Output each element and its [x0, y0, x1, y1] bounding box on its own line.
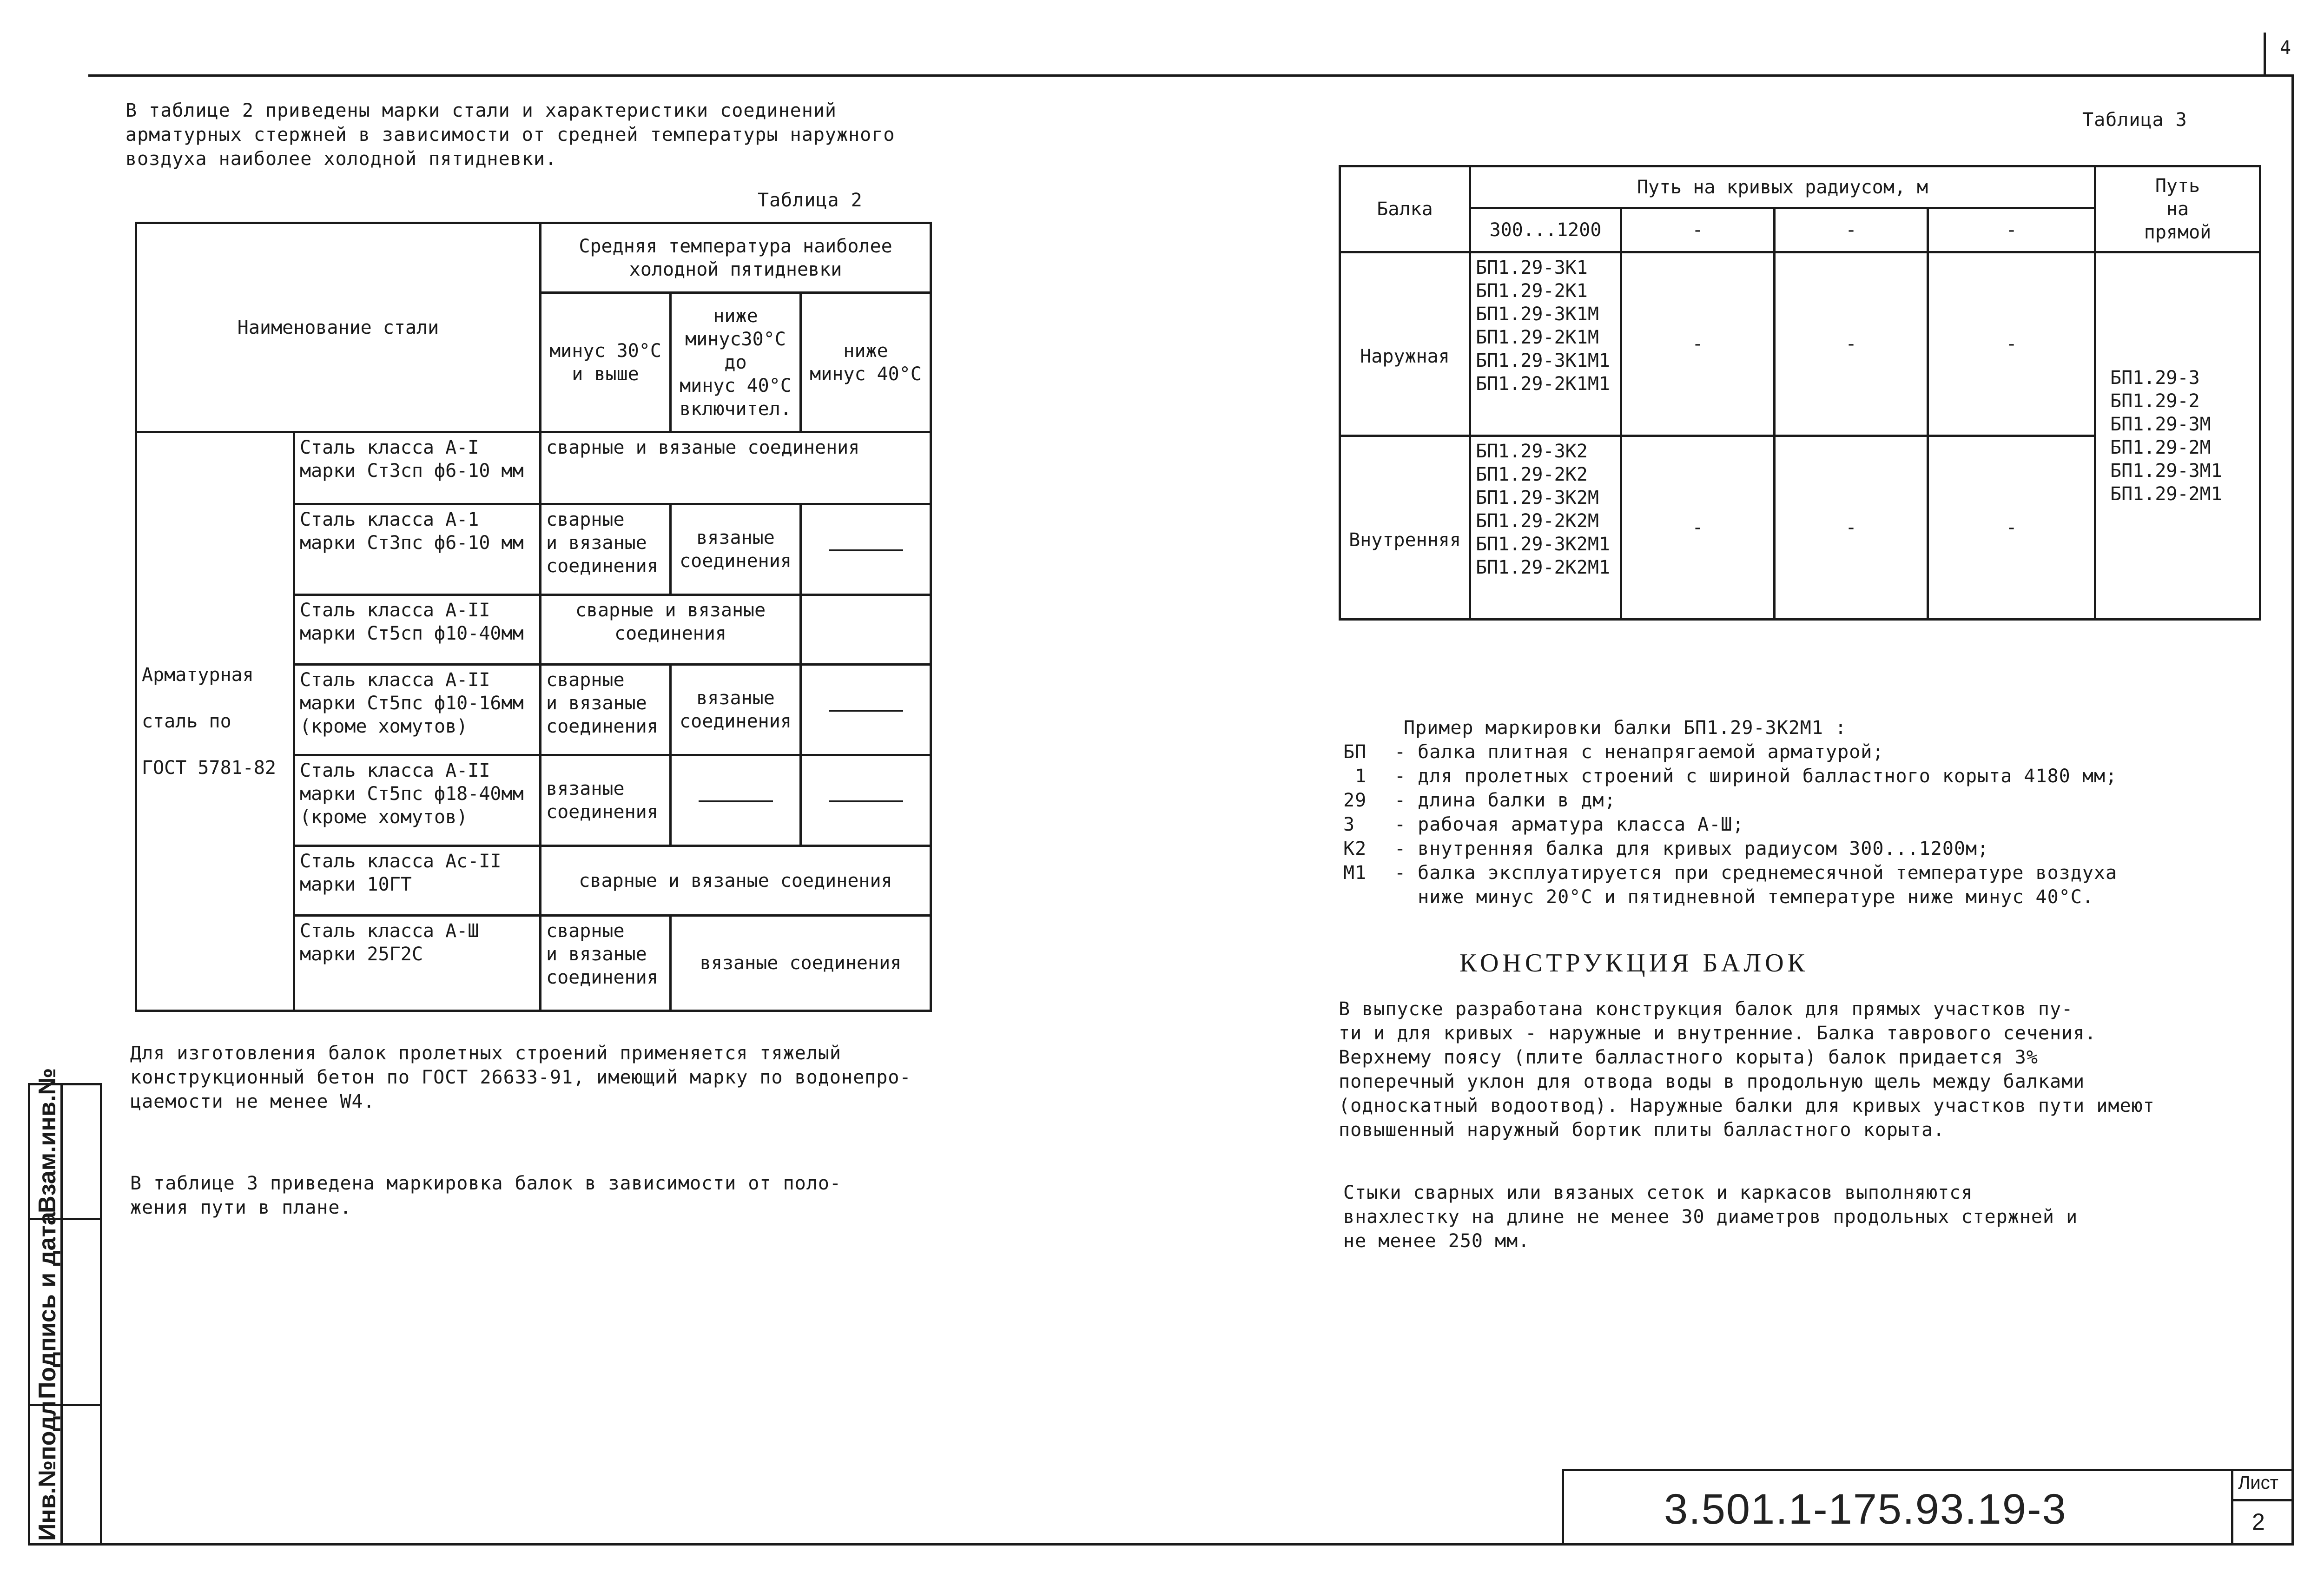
sheet-number: 2	[2252, 1509, 2265, 1535]
table3-radius-3: -	[1775, 208, 1928, 252]
table2-row5-c3	[801, 755, 931, 846]
table3-radius-1: 300...1200	[1470, 208, 1621, 252]
table3-outer-r2: -	[1621, 252, 1775, 436]
table2-row3-name: Сталь класса А-II марки Ст5сп ф10-40мм	[294, 595, 541, 665]
legend-row	[1343, 764, 2117, 788]
legend-text: - для пролетных строений с шириной балластного корыта 4180 мм;	[1394, 766, 2118, 787]
table2-caption: Таблица 2	[758, 190, 863, 211]
table2-row4-name: Сталь класса А-II марки Ст5пс ф10-16мм (кроме хомутов)	[294, 665, 541, 755]
table3-straight-marks: БП1.29-3 БП1.29-2 БП1.29-3М БП1.29-2М БП1.29-3М1 БП1.29-2М1	[2095, 252, 2260, 620]
marking-example-title: Пример маркировки балки БП1.29-3К2М1 :	[1404, 717, 1847, 739]
stamp-sheet-label-line	[2231, 1499, 2294, 1501]
table3-header-curve: Путь на кривых радиусом, м	[1470, 166, 2095, 208]
legend-text: - балка эксплуатируется при среднемесячной температуре воздуха ниже минус 20°С и пятидневной температуре ниже минус 40°С.	[1394, 862, 2118, 908]
table3-header-straight: Путь на прямой	[2095, 166, 2260, 252]
legend-code: М1	[1343, 862, 1367, 884]
dash-mark	[699, 800, 773, 802]
sheet-label: Лист	[2238, 1473, 2278, 1493]
table2-row4-c1: сварные и вязаные соединения	[541, 665, 671, 755]
table3-inner-marks: БП1.29-3К2 БП1.29-2К2 БП1.29-3К2М БП1.29-2К2М БП1.29-3К2М1 БП1.29-2К2М1	[1470, 436, 1621, 620]
table2-row2-name: Сталь класса А-1 марки Ст3пс ф6-10 мм	[294, 504, 541, 595]
table2-row1-value: сварные и вязаные соединения	[541, 432, 931, 504]
table2-row4-c3	[801, 665, 931, 755]
frame-top-line	[88, 74, 2294, 77]
dash-mark	[829, 710, 903, 712]
concrete-paragraph: Для изготовления балок пролетных строений применяется тяжелый конструкционный бетон по ГОСТ 26633-91, имеющий марку по водонепро- цаемости не менее W4.	[130, 1043, 911, 1112]
table3-inner-label: Внутренняя	[1340, 436, 1470, 620]
table3-outer-marks: БП1.29-3К1 БП1.29-2К1 БП1.29-3К1М БП1.29-2К1М БП1.29-3К1М1 БП1.29-2К1М1	[1470, 252, 1621, 436]
design-paragraph: В выпуске разработана конструкция балок для прямых участков пу- ти и для кривых - наружные и внутренние. Балка таврового сечения. Верхнему поясу (плите балластного корыта) балок придается 3% поперечный уклон для отвода воды в продольную щель между балками (односкатный водоотвод). Наружные балки для кривых участков пути имеют повышенный наружный бортик плиты балластного корыта.	[1339, 998, 2155, 1141]
legend-text: - длина балки в дм;	[1394, 790, 1616, 811]
table3-radius-4: -	[1928, 208, 2095, 252]
table2-col2-header: ниже минус30°С до минус 40°С включител.	[671, 293, 801, 432]
legend-code: К2	[1343, 838, 1367, 859]
sidebar-inv-label: Инв.№подл	[34, 1400, 61, 1541]
table2-row4-c2: вязаные соединения	[671, 665, 801, 755]
legend-text: - балка плитная с ненапрягаемой арматурой;	[1394, 741, 1884, 763]
table3-inner-r4: -	[1928, 436, 2095, 620]
table2-row2-c3	[801, 504, 931, 595]
frame-right-line	[2291, 74, 2294, 1546]
table2-row7-c1: сварные и вязаные соединения	[541, 916, 671, 1011]
table2-row5-c2	[671, 755, 801, 846]
table2-row5-c1: вязаные соединения	[541, 755, 671, 846]
table3-inner-r3: -	[1775, 436, 1928, 620]
table2-row3-empty	[801, 595, 931, 665]
table3-reference-paragraph: В таблице 3 приведена маркировка балок в зависимости от поло- жения пути в плане.	[130, 1173, 842, 1218]
table2-col3-header: ниже минус 40°С	[801, 293, 931, 432]
dash-mark	[829, 800, 903, 802]
table2-row7-c2: вязаные соединения	[671, 916, 931, 1011]
table3-caption: Таблица 3	[2082, 109, 2187, 131]
table2-row6-name: Сталь класса Ас-II марки 10ГТ	[294, 846, 541, 916]
legend-row	[1343, 861, 2117, 909]
table2-row5-name: Сталь класса А-II марки Ст5пс ф18-40мм (кроме хомутов)	[294, 755, 541, 846]
sidebar-left-line	[28, 1083, 30, 1546]
marking-legend	[1343, 740, 2117, 909]
dash-mark	[829, 549, 903, 551]
table2-row6-value: сварные и вязаные соединения	[541, 846, 931, 916]
legend-text: - внутренняя балка для кривых радиусом 300...1200м;	[1394, 838, 1989, 859]
legend-row	[1343, 788, 2117, 813]
intro-paragraph: В таблице 2 приведены марки стали и характеристики соединений арматурных стержней в зависимости от средней температуры наружного воздуха наиболее холодной пятидневки.	[125, 100, 895, 170]
stamp-sheet-divider	[2231, 1469, 2233, 1546]
table3	[1339, 165, 2261, 621]
table2-row1-name: Сталь класса А-I марки Ст3сп ф6-10 мм	[294, 432, 541, 504]
legend-code: 1	[1343, 766, 1367, 787]
sidebar-signature-label: Подпись и дата	[34, 1212, 61, 1399]
page-number: 4	[2280, 37, 2291, 59]
legend-code: 3	[1343, 814, 1367, 835]
table3-inner-r2: -	[1621, 436, 1775, 620]
table2-col1-header: минус 30°С и выше	[541, 293, 671, 432]
legend-text: - рабочая арматура класса А-Ш;	[1394, 814, 1744, 835]
table2	[135, 222, 932, 1012]
table2-header-name: Наименование стали	[136, 223, 541, 432]
page-number-box-left	[2264, 33, 2266, 77]
legend-row	[1343, 740, 2117, 764]
joints-paragraph: Стыки сварных или вязаных сеток и каркасов выполняются внахлестку на длине не менее 30 диаметров продольных стержней и не менее 250 мм.	[1343, 1182, 2078, 1252]
table2-row7-name: Сталь класса А-Ш марки 25Г2С	[294, 916, 541, 1011]
section-heading: КОНСТРУКЦИЯ БАЛОК	[1459, 949, 1809, 978]
table3-outer-r4: -	[1928, 252, 2095, 436]
legend-code: БП	[1343, 741, 1367, 763]
table2-row2-c2: вязаные соединения	[671, 504, 801, 595]
legend-code: 29	[1343, 790, 1367, 811]
table2-row2-c1: сварные и вязаные соединения	[541, 504, 671, 595]
table3-header-beam: Балка	[1340, 166, 1470, 252]
table2-row3-value: сварные и вязаные соединения	[541, 595, 801, 665]
table3-outer-label: Наружная	[1340, 252, 1470, 436]
table2-group-label: Арматурная сталь по ГОСТ 5781-82	[136, 432, 294, 1011]
legend-row	[1343, 813, 2117, 837]
table3-radius-2: -	[1621, 208, 1775, 252]
sidebar-vzam-label: Взам.инв.№	[34, 1068, 61, 1213]
table2-header-temp: Средняя температура наиболее холодной пятидневки	[541, 223, 931, 293]
legend-row	[1343, 837, 2117, 861]
document-code: 3.501.1-175.93.19-3	[1664, 1486, 2067, 1533]
table3-outer-r3: -	[1775, 252, 1928, 436]
